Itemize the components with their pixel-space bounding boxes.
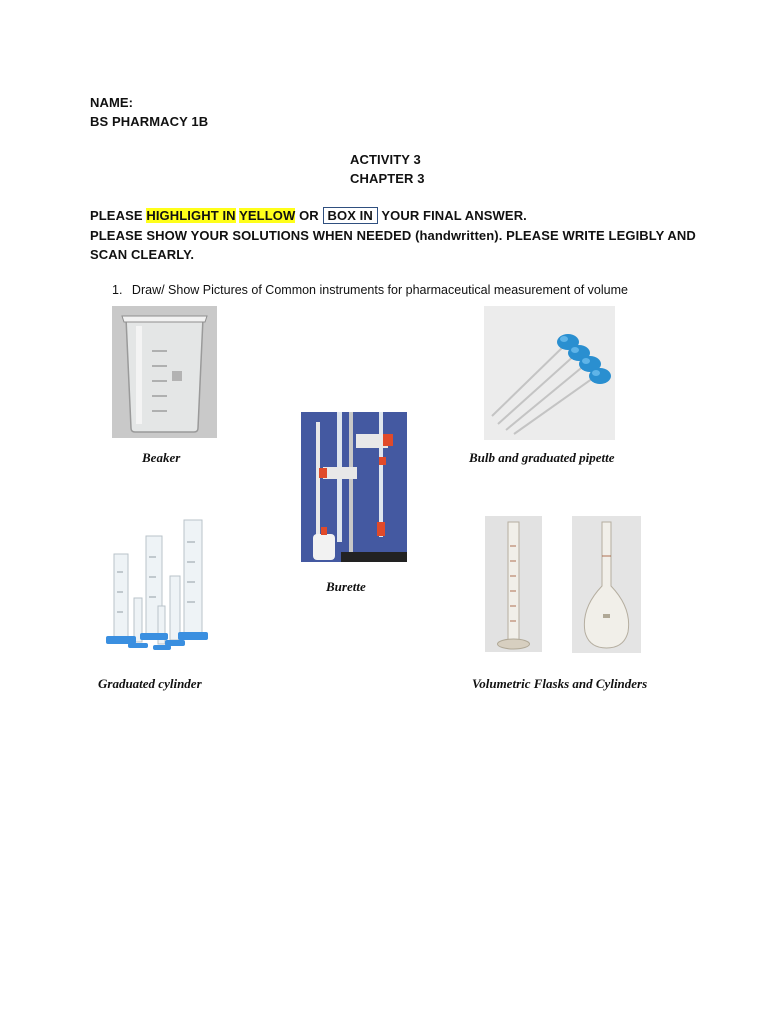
box-in-text: BOX IN [323,207,378,224]
instruction-please: PLEASE [90,208,143,223]
burette-image [301,412,407,562]
instruction-final-answer: YOUR FINAL ANSWER. [381,208,527,223]
question-1 [112,283,628,297]
question-text: Draw/ Show Pictures of Common instruments for pharmaceutical measurement of volume [131,283,628,297]
question-number: 1. [112,283,123,297]
highlight-in-text: HIGHLIGHT IN [146,208,236,223]
course-label: BS PHARMACY 1B [90,114,209,129]
pipette-caption: Bulb and graduated pipette [469,450,615,465]
chapter-title: CHAPTER 3 [350,171,425,186]
burette-caption: Burette [326,579,366,594]
pipette-image [484,306,615,440]
yellow-text: YELLOW [239,208,296,223]
beaker-caption: Beaker [142,450,181,465]
instruction-line-3: SCAN CLEARLY. [90,247,195,262]
instruction-line-1 [90,208,527,223]
name-label: NAME: [90,95,134,110]
volumetric-flask-image [572,516,641,653]
activity-title: ACTIVITY 3 [350,152,421,167]
instruction-line-2: PLEASE SHOW YOUR SOLUTIONS WHEN NEEDED (handwritten). PLEASE WRITE LEGIBLY AND [90,228,696,243]
flasks-caption: Volumetric Flasks and Cylinders [472,676,648,691]
beaker-image [112,306,217,438]
volumetric-cylinder-image [485,516,542,652]
graduated-cylinder-caption: Graduated cylinder [98,676,202,691]
graduated-cylinder-image [98,512,228,657]
instruction-or: OR [299,208,319,223]
